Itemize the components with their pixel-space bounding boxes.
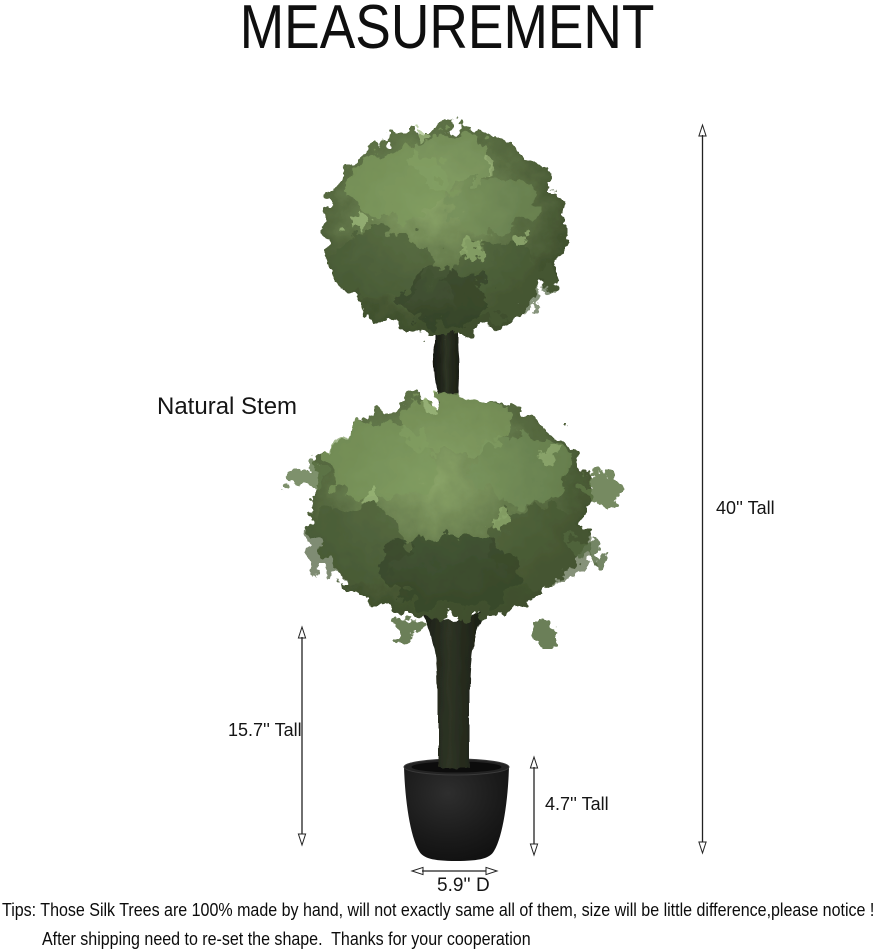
page-title: [0, 0, 877, 62]
pot-diameter-arrow: [412, 867, 497, 874]
overall-height-label: 40'' Tall: [716, 498, 775, 518]
pot-diameter-label: 5.9'' D: [437, 875, 490, 896]
overall-height-arrow: [699, 125, 706, 853]
tips-line-2: After shipping need to re-set the shape. Thanks for your cooperation: [42, 929, 531, 949]
pot-height-label: 4.7'' Tall: [545, 794, 609, 814]
tips-line-1: Tips: Those Silk Trees are 100% made by hand, will not exactly same all of them, size will be little difference,please notice !: [2, 900, 875, 920]
natural-stem-label: Natural Stem: [157, 393, 298, 420]
page-title-text: MEASUREMENT: [240, 0, 655, 62]
pot-height-arrow: [530, 757, 537, 855]
trunk-height-label: 15.7'' Tall: [228, 720, 302, 740]
